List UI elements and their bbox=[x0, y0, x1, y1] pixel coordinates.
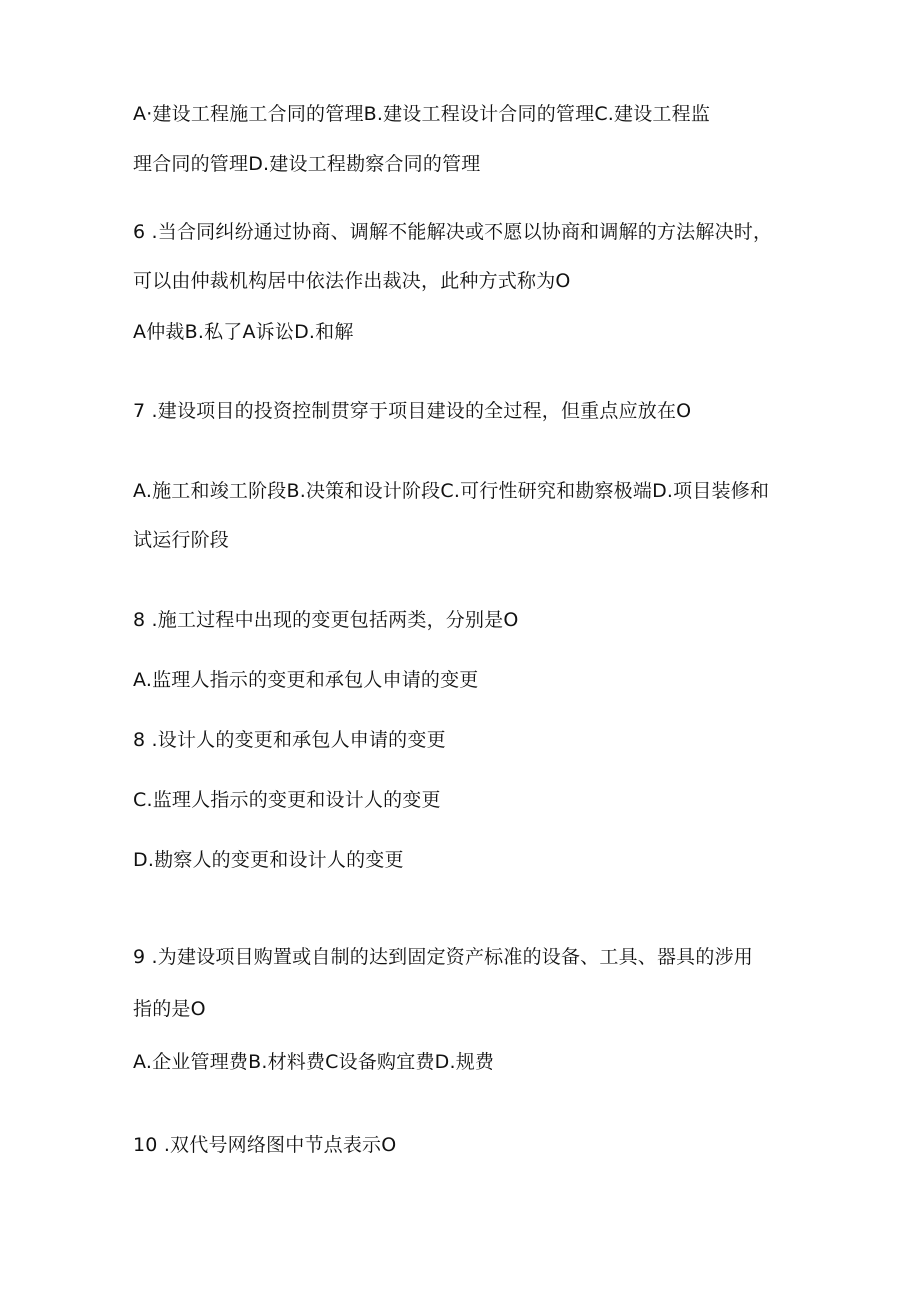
q7-options-line-1: A.施工和竣工阶段B.决策和设计阶段C.可行性研究和勘察极端D.项目装修和 bbox=[133, 480, 770, 502]
q5-options-line-2: 理合同的管理D.建设工程勘察合同的管理 bbox=[133, 153, 481, 175]
q8-option-d: D.勘察人的变更和设计人的变更 bbox=[133, 849, 404, 871]
q8-option-a: A.监理人指示的变更和承包人申请的变更 bbox=[133, 669, 479, 691]
q8-stem: 8 .施工过程中出现的变更包括两类，分别是O bbox=[133, 609, 519, 631]
q10-stem: 10 .双代号网络图中节点表示O bbox=[133, 1134, 397, 1156]
q9-stem-line-1: 9 .为建设项目购置或自制的达到固定资产标准的设备、工具、器具的涉用 bbox=[133, 946, 753, 968]
q8-option-c: C.监理人指示的变更和设计人的变更 bbox=[133, 789, 441, 811]
q7-stem: 7 .建设项目的投资控制贯穿于项目建设的全过程，但重点应放在O bbox=[133, 400, 692, 422]
q9-options: A.企业管理费B.材料费C设备购宜费D.规费 bbox=[133, 1051, 495, 1073]
q9-stem-line-2: 指的是O bbox=[133, 998, 206, 1020]
q6-stem-line-1: 6 .当合同纠纷通过协商、调解不能解决或不愿以协商和调解的方法解决时， bbox=[133, 221, 773, 243]
q7-options-line-2: 试运行阶段 bbox=[133, 529, 230, 551]
q6-options: A仲裁B.私了A诉讼D.和解 bbox=[133, 321, 354, 343]
q8-option-b: 8 .设计人的变更和承包人申请的变更 bbox=[133, 729, 446, 751]
q5-options-line-1: A·建设工程施工合同的管理B.建设工程设计合同的管理C.建设工程监 bbox=[133, 103, 711, 125]
q6-stem-line-2: 可以由仲裁机构居中依法作出裁决，此种方式称为O bbox=[133, 270, 571, 292]
